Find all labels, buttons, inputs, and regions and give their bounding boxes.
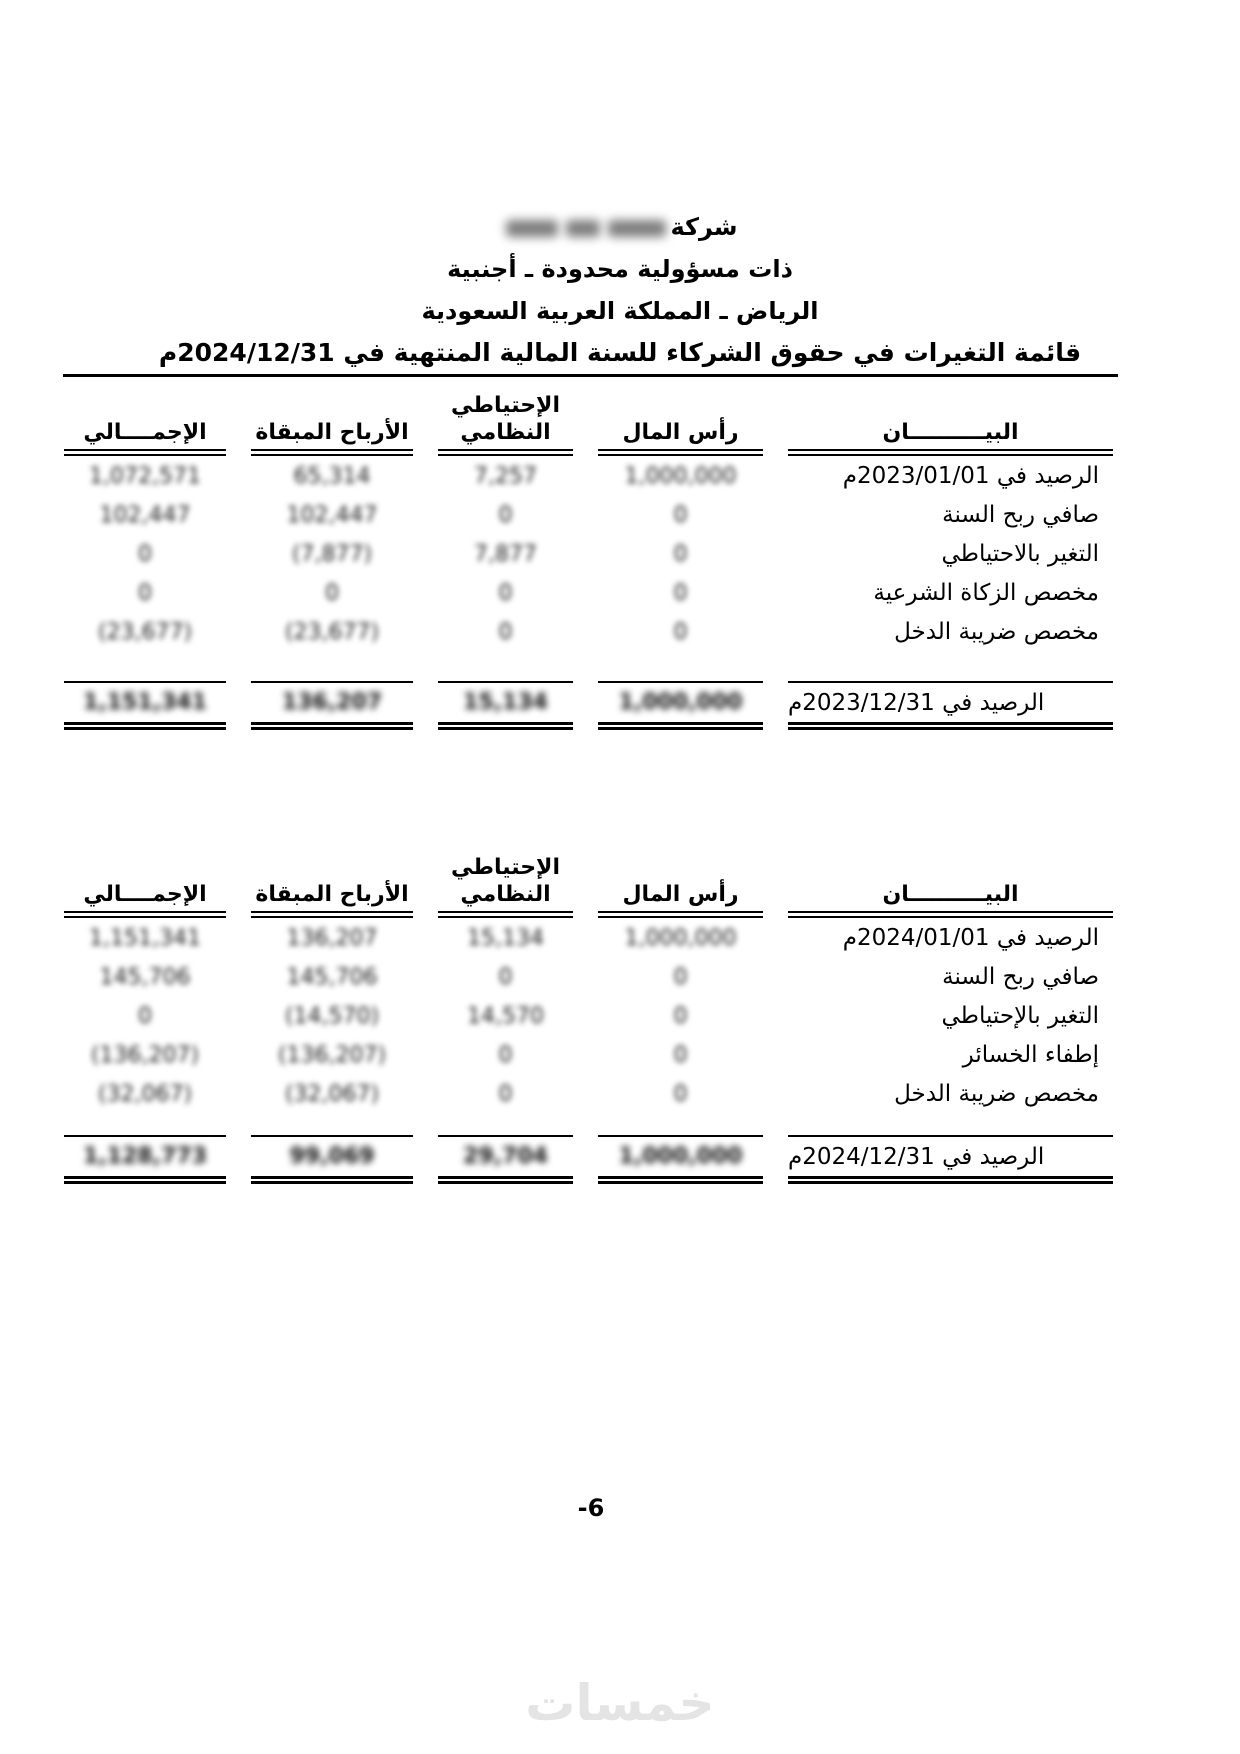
row-label: الرصيد في 2023/01/01م [842, 462, 1099, 489]
company-name-redacted [566, 220, 600, 237]
value-total: 145,706 [99, 964, 191, 990]
value-reserve: 7,877 [474, 541, 537, 567]
row-label: التغير بالإحتياطي [941, 1002, 1099, 1029]
value-retained: 0 [325, 580, 339, 606]
value-capital: 0 [673, 1081, 688, 1107]
company-type-line: ذات مسؤولية محدودة ـ أجنبية [447, 255, 793, 283]
page-number: -6 [577, 1494, 605, 1522]
table-row [64, 495, 1113, 534]
value-retained: (136,207) [277, 1042, 387, 1068]
title-rule [63, 374, 1118, 377]
total-retained: 99,069 [251, 1135, 413, 1184]
value-total: 1,151,341 [89, 925, 201, 951]
value-reserve: 15,134 [467, 925, 544, 951]
table-row [64, 456, 1113, 495]
value-reserve: 0 [498, 964, 513, 990]
value-retained: (7,877) [291, 541, 373, 567]
total-row-label: الرصيد في 2023/12/31م [788, 681, 1113, 730]
value-total: 102,447 [99, 502, 191, 528]
total-total: 1,128,773 [64, 1135, 226, 1184]
table-row [64, 1074, 1113, 1113]
value-capital: 0 [673, 502, 688, 528]
value-reserve: 0 [498, 580, 513, 606]
total-capital: 1,000,000 [598, 681, 763, 730]
total-total: 1,151,341 [64, 681, 226, 730]
value-total: 0 [138, 1003, 152, 1029]
value-retained: 145,706 [286, 964, 378, 990]
col-header-statutory-reserve: الإحتياطي النظامي [438, 840, 573, 918]
table-header-row [64, 392, 1113, 456]
row-label: مخصص الزكاة الشرعية [873, 579, 1099, 606]
company-name-redacted [608, 220, 666, 237]
value-reserve: 14,570 [467, 1003, 544, 1029]
col-header-total: الإجمــــالي [64, 840, 226, 918]
equity-table-2024 [64, 840, 1113, 1184]
company-name-redacted [506, 220, 558, 237]
table-row [64, 957, 1113, 996]
value-capital: 0 [673, 964, 688, 990]
total-reserve: 15,134 [438, 681, 573, 730]
table-total-row [64, 1135, 1113, 1184]
value-reserve: 0 [498, 619, 513, 645]
value-reserve: 0 [498, 502, 513, 528]
value-capital: 0 [673, 580, 688, 606]
value-retained: (32,067) [284, 1081, 380, 1107]
col-header-statement: البيــــــــــان [788, 840, 1113, 918]
table-row [64, 996, 1113, 1035]
total-retained: 136,207 [251, 681, 413, 730]
statement-title: قائمة التغيرات في حقوق الشركاء للسنة المالية المنتهية في 2024/12/31م [158, 338, 1082, 367]
value-capital: 1,000,000 [624, 925, 737, 951]
table-row [64, 918, 1113, 957]
value-total: 0 [138, 580, 152, 606]
value-total: 0 [138, 541, 152, 567]
spacer [64, 651, 1113, 681]
value-total: (136,207) [90, 1042, 200, 1068]
table-row [64, 1035, 1113, 1074]
value-capital: 0 [673, 1042, 688, 1068]
value-retained: 65,314 [293, 463, 371, 489]
value-capital: 0 [673, 1003, 688, 1029]
col-header-statement: البيــــــــــان [788, 392, 1113, 456]
table-row [64, 612, 1113, 651]
value-capital: 1,000,000 [624, 463, 737, 489]
spacer [64, 1113, 1113, 1135]
row-label: صافي ربح السنة [942, 501, 1099, 528]
value-total: 1,072,571 [89, 463, 201, 489]
table-header-row [64, 840, 1113, 918]
table-total-row [64, 681, 1113, 730]
col-header-capital: رأس المال [598, 840, 763, 918]
khamsat-watermark: خمسات [525, 1674, 715, 1732]
value-reserve: 0 [498, 1081, 513, 1107]
value-retained: 136,207 [286, 925, 378, 951]
value-capital: 0 [673, 541, 688, 567]
value-reserve: 0 [498, 1042, 513, 1068]
row-label: مخصص ضريبة الدخل [894, 618, 1099, 645]
col-header-total: الإجمــــالي [64, 392, 226, 456]
total-capital: 1,000,000 [598, 1135, 763, 1184]
table-row [64, 573, 1113, 612]
document-header [0, 206, 1240, 374]
equity-table-2023 [64, 392, 1113, 730]
company-prefix: شركة [670, 213, 738, 241]
value-capital: 0 [673, 619, 688, 645]
row-label: التغير بالاحتياطي [941, 540, 1099, 567]
company-location-line: الرياض ـ المملكة العربية السعودية [421, 297, 819, 325]
row-label: صافي ربح السنة [942, 963, 1099, 990]
value-total: (32,067) [97, 1081, 193, 1107]
col-header-retained-earnings: الأرباح المبقاة [251, 840, 413, 918]
col-header-retained-earnings: الأرباح المبقاة [251, 392, 413, 456]
value-reserve: 7,257 [474, 463, 537, 489]
row-label: الرصيد في 2024/01/01م [842, 924, 1099, 951]
value-retained: (23,677) [284, 619, 380, 645]
row-label: إطفاء الخسائر [962, 1041, 1099, 1068]
company-name-line [0, 206, 1240, 248]
total-reserve: 29,704 [438, 1135, 573, 1184]
total-row-label: الرصيد في 2024/12/31م [788, 1135, 1113, 1184]
value-total: (23,677) [97, 619, 193, 645]
table-row [64, 534, 1113, 573]
value-retained: 102,447 [286, 502, 378, 528]
row-label: مخصص ضريبة الدخل [894, 1080, 1099, 1107]
col-header-capital: رأس المال [598, 392, 763, 456]
value-retained: (14,570) [284, 1003, 380, 1029]
col-header-statutory-reserve: الإحتياطي النظامي [438, 392, 573, 456]
